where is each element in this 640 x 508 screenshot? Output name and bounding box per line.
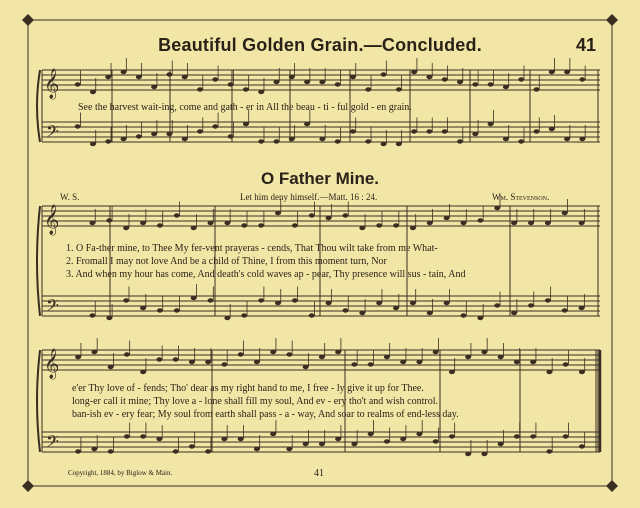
scripture-epigraph: Let him deny himself.—Matt. 16 : 24.	[240, 192, 378, 202]
note	[335, 437, 341, 441]
note	[238, 352, 244, 356]
note	[498, 355, 504, 359]
note	[121, 70, 127, 74]
note	[123, 298, 129, 302]
note	[189, 360, 195, 364]
composer-credit: Wm. Stevenson.	[492, 192, 550, 202]
note	[442, 129, 448, 133]
note	[303, 442, 309, 446]
note	[384, 355, 390, 359]
note	[528, 221, 534, 225]
note	[90, 142, 96, 146]
note	[396, 142, 402, 146]
note	[426, 129, 432, 133]
note	[197, 129, 203, 133]
note	[258, 90, 264, 94]
verse-line: long-er call it mine; Thy love a - lone shall fill my soul, And ev - ery tho't and wish control.	[72, 396, 438, 407]
note	[461, 313, 467, 317]
note	[511, 221, 517, 225]
note	[351, 362, 357, 366]
note	[319, 80, 325, 84]
note	[136, 75, 142, 79]
note	[549, 127, 555, 131]
note	[342, 308, 348, 312]
note	[427, 221, 433, 225]
note	[273, 80, 279, 84]
note	[121, 137, 127, 141]
note	[208, 221, 214, 225]
note	[494, 206, 500, 210]
note	[461, 221, 467, 225]
note	[205, 360, 211, 364]
author-credit: W. S.	[60, 192, 80, 202]
note	[396, 87, 402, 91]
note	[303, 365, 309, 369]
note	[426, 75, 432, 79]
note	[289, 137, 295, 141]
note	[286, 447, 292, 451]
note	[365, 139, 371, 143]
note	[228, 82, 234, 86]
note	[498, 442, 504, 446]
note	[579, 444, 585, 448]
note	[472, 132, 478, 136]
note	[286, 352, 292, 356]
note	[433, 350, 439, 354]
note	[533, 87, 539, 91]
note	[75, 124, 81, 128]
note	[488, 82, 494, 86]
note	[335, 82, 341, 86]
note	[494, 303, 500, 307]
note	[376, 301, 382, 305]
note	[518, 77, 524, 81]
note	[270, 432, 276, 436]
note	[579, 221, 585, 225]
page-number-top: 41	[576, 35, 597, 55]
note	[579, 306, 585, 310]
note	[91, 447, 97, 451]
note	[75, 449, 81, 453]
note	[465, 452, 471, 456]
note	[254, 360, 260, 364]
note	[309, 213, 315, 217]
page-title: Beautiful Golden Grain.—Concluded.	[158, 35, 482, 55]
treble-clef-icon: 𝄞	[44, 69, 60, 99]
note	[241, 313, 247, 317]
note	[533, 129, 539, 133]
note	[579, 137, 585, 141]
note	[108, 365, 114, 369]
note	[350, 75, 356, 79]
verse-line: ban-ish ev - ery fear; My soul from earth shall pass - a - way, And soar to realms of end-less day.	[72, 409, 459, 420]
note	[368, 432, 374, 436]
note	[166, 132, 172, 136]
note	[433, 439, 439, 443]
note	[243, 87, 249, 91]
note	[528, 303, 534, 307]
note	[173, 357, 179, 361]
note	[503, 85, 509, 89]
note	[514, 360, 520, 364]
note	[511, 311, 517, 315]
note	[579, 370, 585, 374]
note	[106, 218, 112, 222]
note	[579, 77, 585, 81]
note	[304, 80, 310, 84]
note	[365, 87, 371, 91]
verse-line: 2. Fromall I may not love And be a child of Thine, I from this moment turn, Nor	[66, 256, 387, 267]
note	[564, 137, 570, 141]
bass-clef-icon: 𝄢	[46, 121, 59, 145]
note	[221, 437, 227, 441]
note	[105, 75, 111, 79]
note	[530, 360, 536, 364]
note	[381, 142, 387, 146]
note	[562, 308, 568, 312]
note	[481, 350, 487, 354]
note	[444, 301, 450, 305]
note	[304, 122, 310, 126]
note	[89, 221, 95, 225]
note	[89, 313, 95, 317]
note	[545, 298, 551, 302]
note	[174, 308, 180, 312]
note	[384, 439, 390, 443]
note	[182, 75, 188, 79]
note	[376, 223, 382, 227]
note	[292, 223, 298, 227]
note	[546, 370, 552, 374]
note	[546, 449, 552, 453]
note	[108, 449, 114, 453]
note	[191, 226, 197, 230]
note	[564, 70, 570, 74]
treble-clef-icon: 𝄞	[44, 205, 60, 235]
note	[273, 139, 279, 143]
note	[368, 362, 374, 366]
note	[140, 370, 146, 374]
system-brace	[37, 70, 40, 142]
note	[91, 350, 97, 354]
note	[427, 311, 433, 315]
note	[457, 80, 463, 84]
note	[562, 211, 568, 215]
note	[477, 316, 483, 320]
note	[444, 216, 450, 220]
note	[359, 226, 365, 230]
note	[254, 447, 260, 451]
note	[275, 211, 281, 215]
note	[319, 137, 325, 141]
note	[342, 213, 348, 217]
note	[75, 82, 81, 86]
note	[140, 221, 146, 225]
note	[563, 434, 569, 438]
note	[326, 216, 332, 220]
note	[335, 350, 341, 354]
note	[123, 226, 129, 230]
note	[106, 316, 112, 320]
note	[258, 298, 264, 302]
note	[136, 134, 142, 138]
note	[212, 124, 218, 128]
note	[309, 313, 315, 317]
note	[319, 355, 325, 359]
note	[105, 139, 111, 143]
note	[289, 75, 295, 79]
verse-line: e'er Thy love of - fends; Tho' dear as my right hand to me, I free - ly give it up for Thee.	[72, 383, 424, 394]
note	[224, 221, 230, 225]
note	[530, 434, 536, 438]
note	[208, 298, 214, 302]
treble-clef-icon: 𝄞	[44, 349, 60, 379]
note	[90, 90, 96, 94]
note	[400, 437, 406, 441]
note	[124, 352, 130, 356]
note	[156, 357, 162, 361]
note	[258, 223, 264, 227]
note	[359, 311, 365, 315]
note	[319, 442, 325, 446]
hymn-title: O Father Mine.	[260, 169, 380, 188]
system-brace	[37, 206, 40, 316]
note	[351, 442, 357, 446]
note	[411, 129, 417, 133]
note	[221, 362, 227, 366]
note	[449, 434, 455, 438]
note	[140, 434, 146, 438]
note	[410, 301, 416, 305]
note	[503, 137, 509, 141]
note	[189, 444, 195, 448]
note	[457, 139, 463, 143]
note	[514, 434, 520, 438]
note	[174, 213, 180, 217]
note	[393, 223, 399, 227]
note	[488, 122, 494, 126]
note	[549, 70, 555, 74]
note	[393, 306, 399, 310]
note	[205, 449, 211, 453]
note	[477, 218, 483, 222]
note	[481, 452, 487, 456]
note	[157, 308, 163, 312]
note	[224, 316, 230, 320]
bass-clef-icon: 𝄢	[46, 431, 59, 455]
verse-line: 1. O Fa-ther mine, to Thee My fer-vent prayeras - cends, That Thou wilt take from me What-	[66, 243, 438, 254]
note	[410, 226, 416, 230]
note	[472, 82, 478, 86]
hymn1-lyric-line: See the harvest wait-ing, come and gath - er in All the beau - ti - ful gold - en grain.	[78, 102, 412, 113]
note	[518, 139, 524, 143]
note	[238, 437, 244, 441]
verse-line: 3. And when my hour has come, And death's cold waves ap - pear, Thy presence will sus - tain, And	[66, 269, 466, 280]
note	[442, 77, 448, 81]
note	[416, 432, 422, 436]
copyright-notice: Copyright, 1884, by Biglow & Main.	[68, 469, 173, 477]
page-number-bottom: 41	[314, 468, 324, 479]
note	[191, 296, 197, 300]
note	[275, 301, 281, 305]
note	[326, 301, 332, 305]
note	[140, 306, 146, 310]
note	[182, 137, 188, 141]
note	[157, 223, 163, 227]
note	[411, 70, 417, 74]
note	[197, 87, 203, 91]
note	[270, 350, 276, 354]
note	[449, 370, 455, 374]
note	[416, 360, 422, 364]
note	[400, 360, 406, 364]
note	[124, 434, 130, 438]
note	[151, 85, 157, 89]
note	[173, 449, 179, 453]
note	[75, 355, 81, 359]
note	[350, 129, 356, 133]
note	[335, 139, 341, 143]
system-brace	[37, 350, 40, 452]
note	[151, 132, 157, 136]
note	[243, 122, 249, 126]
note	[545, 221, 551, 225]
note	[258, 139, 264, 143]
note	[156, 437, 162, 441]
note	[241, 223, 247, 227]
bass-clef-icon: 𝄢	[46, 295, 59, 319]
note	[212, 77, 218, 81]
note	[228, 134, 234, 138]
note	[563, 362, 569, 366]
note	[381, 72, 387, 76]
note	[166, 72, 172, 76]
note	[465, 355, 471, 359]
note	[292, 298, 298, 302]
